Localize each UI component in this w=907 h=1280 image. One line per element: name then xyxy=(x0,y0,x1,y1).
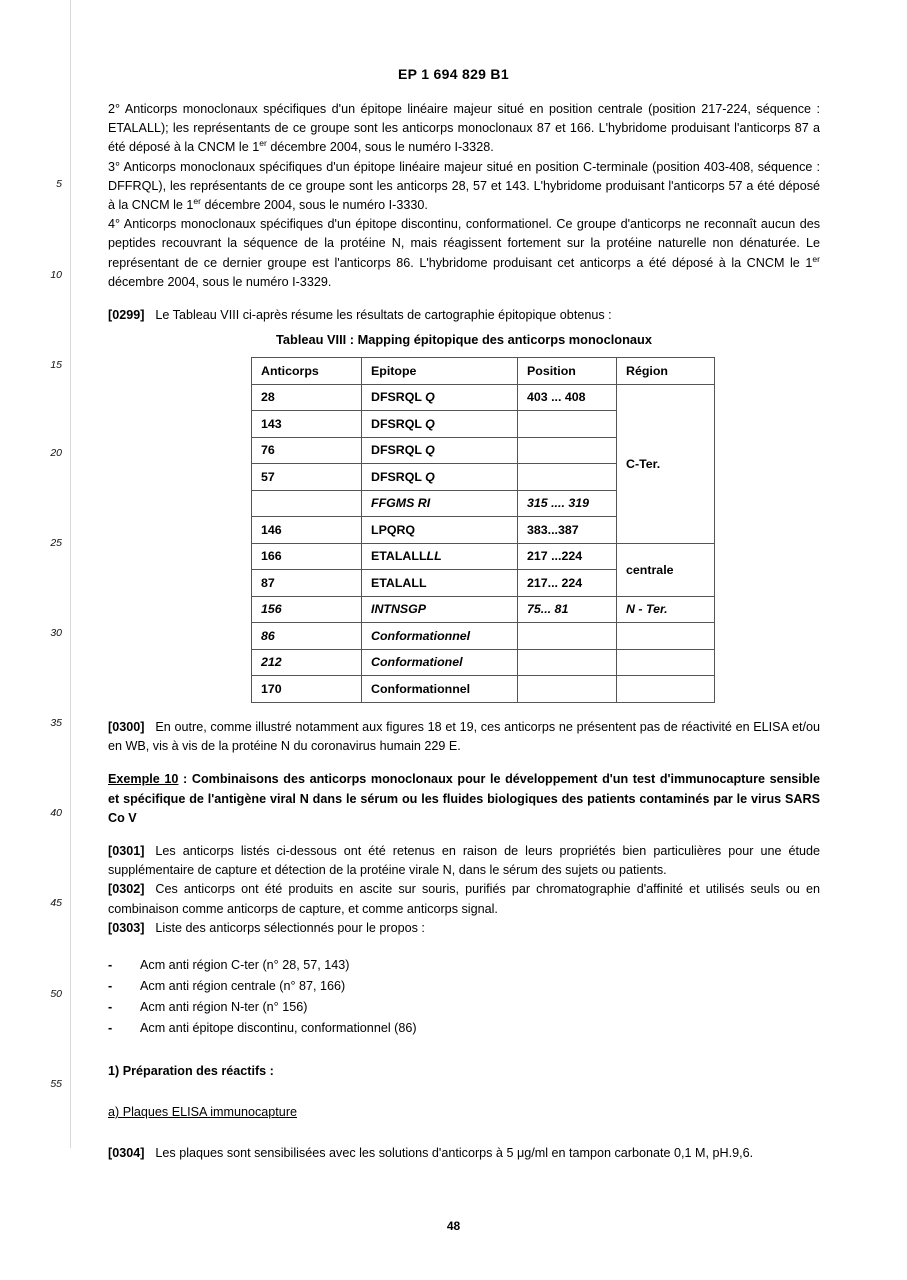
epitope-sequence: DFSRQL xyxy=(371,390,426,405)
margin-rule xyxy=(70,0,71,1148)
paragraph-2deg-text: 2° Anticorps monoclonaux spécifiques d'un épitope linéaire majeur situé en position centrale (position 217-224, séquence : ETALALL); les représentants de ce groupe sont les anticorps monoclonaux 87 et 166. L'hybridome produisant l'anticorps 87 a été déposé à la CNCM le 1 xyxy=(108,102,820,155)
cell-region: C-Ter. xyxy=(617,384,715,543)
table-header-cell: Position xyxy=(518,358,617,385)
cell-epitope xyxy=(362,649,518,676)
cell-anticorps xyxy=(252,490,362,517)
epitope-sequence: DFSRQL xyxy=(371,416,426,431)
cell-anticorps: 212 xyxy=(252,649,362,676)
epitope-sequence-italic: FFGMS RI xyxy=(371,496,431,511)
line-number: 30 xyxy=(50,627,62,639)
cell-region xyxy=(617,649,715,676)
document-body-lower xyxy=(108,718,820,1164)
line-number-gutter xyxy=(0,0,70,1180)
paragraph-0302-text: Ces anticorps ont été produits en ascite sur souris, purifiés par chromatographie d'affinité et utilisés seuls ou en combinaison comme anticorps de capture, et comme anticorps signal. xyxy=(108,882,820,916)
table-row xyxy=(252,649,715,676)
dash-bullet-icon: - xyxy=(108,958,113,973)
cell-epitope xyxy=(362,384,518,411)
cell-anticorps: 87 xyxy=(252,570,362,597)
line-number: 50 xyxy=(50,988,62,1000)
cell-position: 403 ... 408 xyxy=(518,384,617,411)
table-row xyxy=(252,543,715,570)
cell-region xyxy=(617,623,715,650)
example-10-heading xyxy=(108,770,820,828)
paragraph-2deg xyxy=(108,100,820,158)
line-number: 35 xyxy=(50,717,62,729)
cell-anticorps: 76 xyxy=(252,437,362,464)
page-number: 48 xyxy=(446,1219,461,1233)
cell-anticorps: 86 xyxy=(252,623,362,650)
list-item xyxy=(108,955,820,976)
list-item-label: Acm anti région C-ter (n° 28, 57, 143) xyxy=(140,958,350,973)
example-10-text: : Combinaisons des anticorps monoclonaux pour le développement d'un test d'immunocapture sensible et spécifique de l'antigène viral N dans le sérum ou les fluides biologiques des patients contaminés par le virus SARS Co V xyxy=(108,772,820,825)
table-header-cell: Région xyxy=(617,358,715,385)
paragraph-0303 xyxy=(108,919,820,938)
cell-epitope xyxy=(362,517,518,544)
table-row xyxy=(252,676,715,703)
paragraph-3deg-sup: er xyxy=(193,195,202,206)
table-header-cell: Epitope xyxy=(362,358,518,385)
cell-epitope xyxy=(362,411,518,438)
paragraph-0304 xyxy=(108,1144,820,1163)
epitope-mapping-table xyxy=(251,357,715,703)
epitope-sequence-italic: Q xyxy=(425,469,435,484)
cell-position xyxy=(518,649,617,676)
dash-bullet-icon: - xyxy=(108,979,113,994)
list-item-label: Acm anti épitope discontinu, conformationnel (86) xyxy=(140,1021,417,1036)
paragraph-0299-tag: [0299] xyxy=(108,308,145,323)
dash-bullet-icon: - xyxy=(108,1000,113,1015)
cell-position xyxy=(518,437,617,464)
selected-antibodies-list xyxy=(108,955,820,1039)
cell-position: 75... 81 xyxy=(518,596,617,623)
paragraph-4deg xyxy=(108,215,820,292)
paragraph-0301-tag: [0301] xyxy=(108,844,145,859)
paragraph-0304-tag: [0304] xyxy=(108,1146,145,1161)
epitope-sequence: DFSRQL xyxy=(371,469,426,484)
paragraph-0301 xyxy=(108,842,820,880)
paragraph-0300 xyxy=(108,718,820,756)
epitope-sequence-italic: Q xyxy=(425,443,435,458)
epitope-sequence-italic: Conformationnel xyxy=(371,628,471,643)
table-header-row xyxy=(252,358,715,385)
paragraph-0299-text: Le Tableau VIII ci-après résume les résultats de cartographie épitopique obtenus : xyxy=(155,308,612,323)
cell-epitope xyxy=(362,464,518,491)
table-caption: Tableau VIII : Mapping épitopique des anticorps monoclonaux xyxy=(276,332,652,347)
cell-epitope xyxy=(362,490,518,517)
paragraph-0302 xyxy=(108,880,820,918)
epitope-sequence: ETALALL xyxy=(371,575,427,590)
paragraph-2deg-text-end: décembre 2004, sous le numéro I-3328. xyxy=(266,140,494,155)
cell-region: centrale xyxy=(617,543,715,596)
line-number: 45 xyxy=(50,897,62,909)
paragraph-4deg-sup: er xyxy=(812,253,820,264)
cell-position xyxy=(518,623,617,650)
paragraph-4deg-text: 4° Anticorps monoclonaux spécifiques d'un épitope discontinu, conformationel. Ce groupe d'anticorps ne reconnaît aucun des peptides recouvrant la séquence de la protéine N, mais réagissent fortement sur la protéine naturelle non dénaturée. Le représentant de ce dernier groupe est l'anticorps 86. L'hybridome produisant cet anticorps a été déposé à la CNCM le 1 xyxy=(108,217,820,270)
cell-anticorps: 57 xyxy=(252,464,362,491)
epitope-sequence: DFSRQL xyxy=(371,443,426,458)
epitope-sequence-italic: LL xyxy=(426,549,442,564)
paragraph-0302-tag: [0302] xyxy=(108,882,145,897)
paragraph-3deg xyxy=(108,158,820,216)
paragraph-0299 xyxy=(108,306,820,325)
epitope-sequence: ETALALL xyxy=(371,549,427,564)
line-number: 15 xyxy=(50,359,62,371)
paragraph-0303-text: Liste des anticorps sélectionnés pour le propos : xyxy=(155,920,425,935)
list-item xyxy=(108,1018,820,1039)
paragraph-2deg-sup: er xyxy=(259,138,267,149)
cell-position: 217... 224 xyxy=(518,570,617,597)
paragraph-0300-tag: [0300] xyxy=(108,720,145,734)
cell-anticorps: 28 xyxy=(252,384,362,411)
cell-position xyxy=(518,676,617,703)
line-number: 55 xyxy=(50,1078,62,1090)
epitope-sequence-italic: INTNSGP xyxy=(371,602,427,617)
list-item xyxy=(108,997,820,1018)
table-header-cell: Anticorps xyxy=(252,358,362,385)
paragraph-0304-text: Les plaques sont sensibilisées avec les solutions d'anticorps à 5 μg/ml en tampon carbonate 0,1 M, pH.9,6. xyxy=(155,1146,754,1161)
example-10-label: Exemple 10 xyxy=(108,772,179,787)
cell-anticorps: 166 xyxy=(252,543,362,570)
table-row xyxy=(252,596,715,623)
paragraph-4deg-text-end: décembre 2004, sous le numéro I-3329. xyxy=(108,274,332,289)
table-row xyxy=(252,623,715,650)
section-1-heading: 1) Préparation des réactifs : xyxy=(108,1064,274,1079)
epitope-sequence-italic: Conformationel xyxy=(371,655,463,670)
list-item xyxy=(108,976,820,997)
cell-epitope xyxy=(362,570,518,597)
line-number: 10 xyxy=(50,269,62,281)
cell-position xyxy=(518,411,617,438)
cell-anticorps: 143 xyxy=(252,411,362,438)
epitope-sequence-italic: Q xyxy=(425,390,435,405)
cell-epitope xyxy=(362,623,518,650)
line-number: 5 xyxy=(56,178,62,190)
paragraph-3deg-text: 3° Anticorps monoclonaux spécifiques d'un épitope linéaire majeur situé en position C-terminale (position 403-408, séquence : DFFRQL), les représentants de ce groupe sont les anticorps 28, 57 et 143. L'hybridome produisant l'anticorps 57 a été déposé à la CNCM le 1 xyxy=(108,159,820,213)
cell-anticorps: 156 xyxy=(252,596,362,623)
cell-epitope xyxy=(362,543,518,570)
table-row xyxy=(252,384,715,411)
dash-bullet-icon: - xyxy=(108,1021,113,1036)
cell-position: 217 ...224 xyxy=(518,543,617,570)
table-body xyxy=(252,358,715,703)
cell-epitope xyxy=(362,676,518,703)
cell-position xyxy=(518,464,617,491)
cell-epitope xyxy=(362,437,518,464)
paragraph-3deg-text-end: décembre 2004, sous le numéro I-3330. xyxy=(201,198,428,213)
epitope-sequence: LPQRQ xyxy=(371,522,416,537)
page-title: EP 1 694 829 B1 xyxy=(398,66,509,82)
cell-position: 383...387 xyxy=(518,517,617,544)
cell-region xyxy=(617,676,715,703)
cell-anticorps: 170 xyxy=(252,676,362,703)
line-number: 20 xyxy=(50,447,62,459)
list-item-label: Acm anti région N-ter (n° 156) xyxy=(140,1000,308,1015)
epitope-sequence-italic: Q xyxy=(425,416,435,431)
list-item-label: Acm anti région centrale (n° 87, 166) xyxy=(140,979,346,994)
paragraph-0303-tag: [0303] xyxy=(108,920,145,935)
cell-region: N - Ter. xyxy=(617,596,715,623)
line-number: 40 xyxy=(50,807,62,819)
paragraph-0300-text: En outre, comme illustré notamment aux figures 18 et 19, ces anticorps ne présentent pas de réactivité en ELISA et/ou en WB, vis à vis de la protéine N du coronavirus humain 229 E. xyxy=(108,720,820,754)
cell-anticorps: 146 xyxy=(252,517,362,544)
cell-epitope xyxy=(362,596,518,623)
epitope-sequence: Conformationnel xyxy=(371,681,471,696)
cell-position: 315 .... 319 xyxy=(518,490,617,517)
subsection-a-heading: a) Plaques ELISA immunocapture xyxy=(108,1105,298,1120)
document-body xyxy=(108,100,820,325)
paragraph-0301-text: Les anticorps listés ci-dessous ont été retenus en raison de leurs propriétés bien particulières pour une étude supplémentaire de capture et détection de la protéine virale N, dans le sérum des sujets ou patients. xyxy=(108,844,820,878)
line-number: 25 xyxy=(50,537,62,549)
